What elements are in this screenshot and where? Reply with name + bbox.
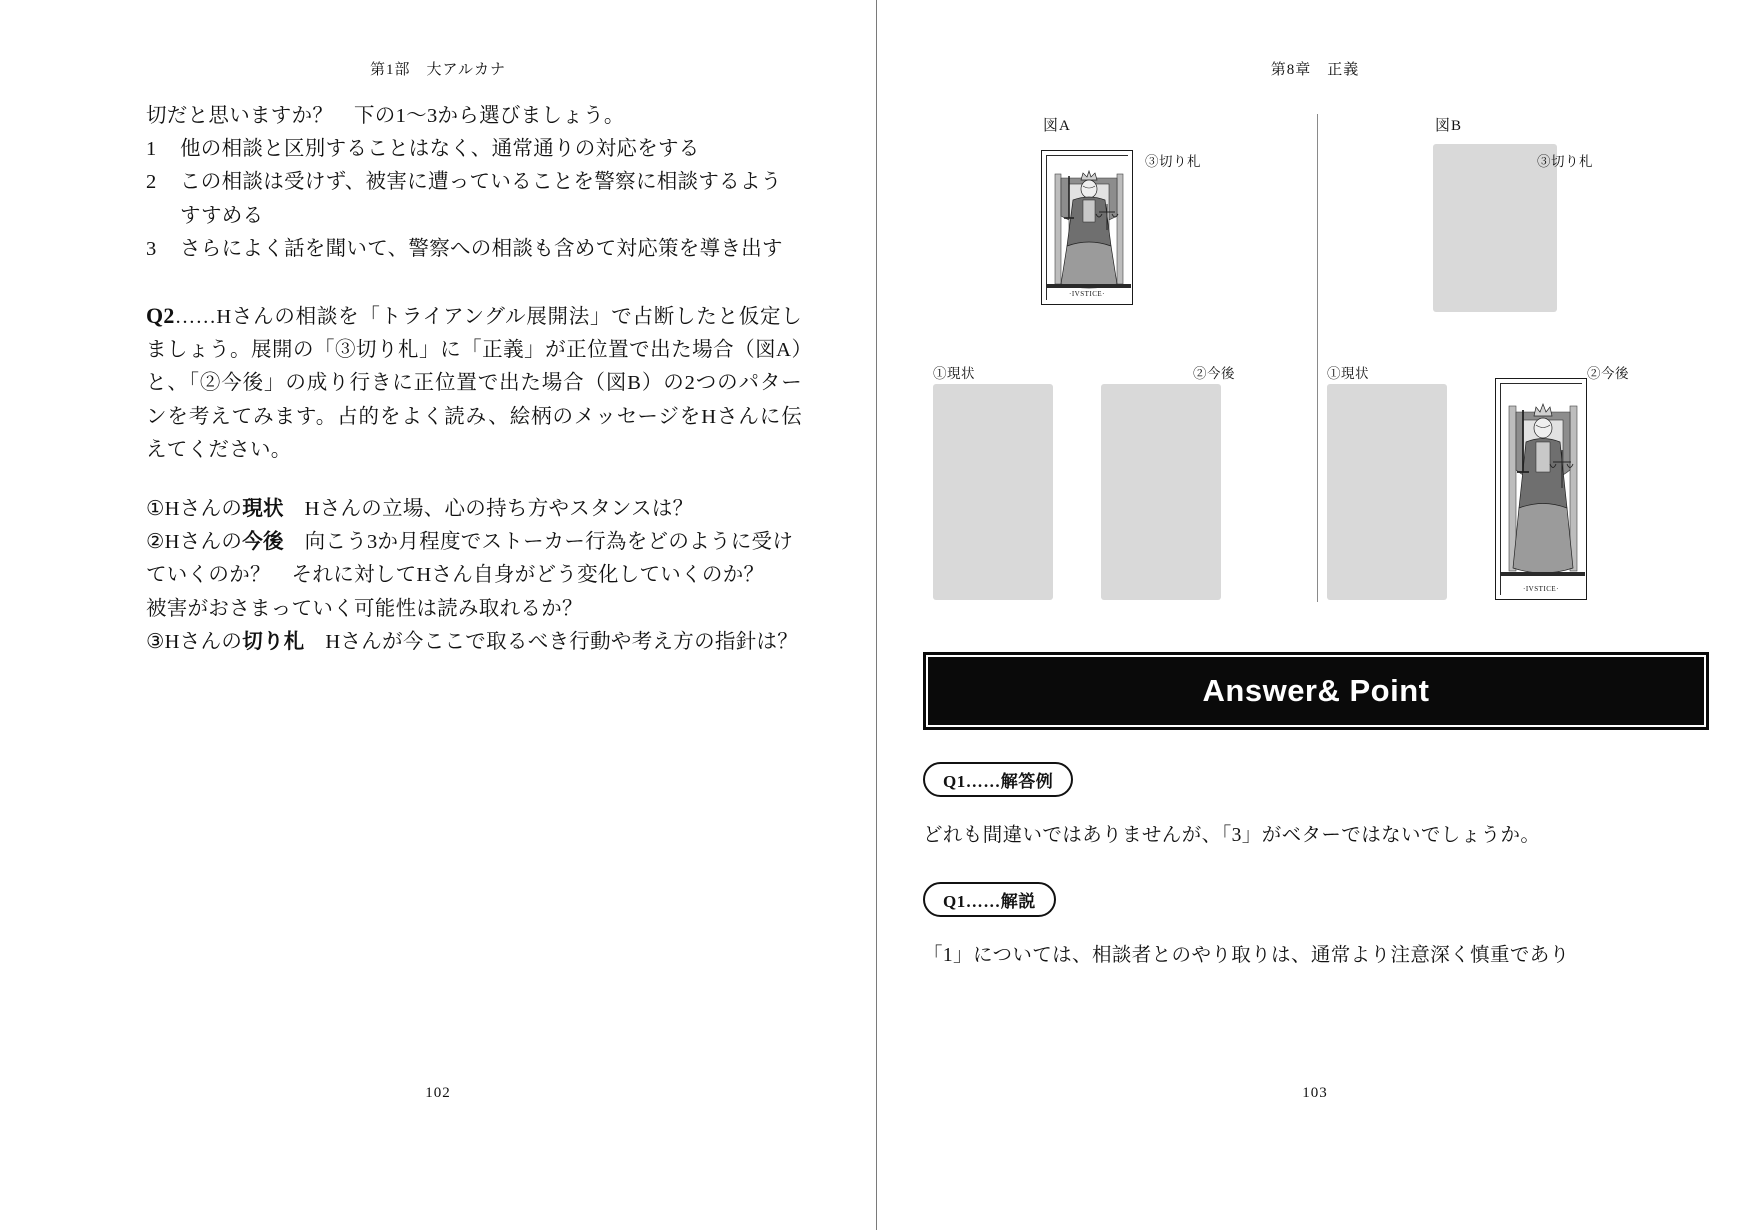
figure-b-future-label: ②今後	[1587, 366, 1629, 381]
choice-text-1: 他の相談と区別することはなく、通常通りの対応をする	[180, 138, 700, 161]
card-caption: ·IVSTICE·	[1069, 290, 1105, 298]
figure-b-title: 図B	[1435, 118, 1463, 134]
justice-figure-illustration	[1501, 384, 1585, 598]
q1-explanation-text: 「1」については、相談者とのやり取りは、通常より注意深く慎重であり	[923, 945, 1570, 966]
left-running-head: 第1部 大アルカナ	[370, 62, 506, 78]
left-page-body	[146, 100, 802, 659]
right-page-number: 103	[1302, 1085, 1328, 1101]
figure-b-present-label: ①現状	[1327, 366, 1369, 381]
right-page	[877, 0, 1753, 1230]
bullet-head-trump: ③Hさんの	[146, 630, 243, 653]
choice-text-2: この相談は受けず、被害に遭っていることを警察に相談するようすすめる	[180, 171, 782, 227]
bullet-strong-present: 現状	[242, 498, 284, 521]
bullet-head-present: ①Hさんの	[146, 498, 243, 521]
q1-answer-text: どれも間違いではありませんが、「3」がベターではないでしょうか。	[923, 825, 1541, 846]
figure-b-present-slot	[1327, 384, 1447, 600]
q1-answer-tag	[923, 762, 1073, 797]
bullet-item-trump	[146, 626, 802, 659]
bullet-item-present	[146, 493, 802, 526]
figure-a-trump-card	[1041, 150, 1133, 305]
card-caption: ·IVSTICE·	[1523, 585, 1559, 593]
spacer-2	[146, 467, 802, 493]
figure-b-future-card	[1495, 378, 1587, 600]
spacer-1	[146, 266, 802, 292]
answer-point-banner	[923, 652, 1709, 730]
bullet-strong-trump: 切り札	[242, 630, 305, 653]
bullet-item-future	[146, 526, 802, 626]
figure-a-title: 図A	[1043, 118, 1071, 134]
bullet-head-future: ②Hさんの	[146, 531, 243, 554]
intro-line: 切だと思いますか？ 下の1〜3から選びましょう。	[146, 105, 625, 127]
bullet-text-present: Hさんの立場、心の持ち方やスタンスは？	[283, 498, 694, 521]
choice-item-2	[146, 166, 802, 232]
right-running-head: 第8章 正義	[1270, 62, 1360, 78]
choice-number-2: 2	[146, 171, 157, 194]
justice-tarot-card	[1500, 383, 1582, 595]
figure-a-present-label: ①現状	[933, 366, 975, 381]
question-2-label: Q2	[146, 303, 175, 329]
justice-figure-illustration	[1047, 156, 1131, 303]
figure-a-future-slot	[1101, 384, 1221, 600]
figure-a-future-label: ②今後	[1193, 366, 1235, 381]
q1-explanation-tag	[923, 882, 1056, 917]
choice-item-3	[146, 233, 802, 266]
choice-number-1: 1	[146, 138, 157, 161]
bullet-text-trump: Hさんが今ここで取るべき行動や考え方の指針は？	[304, 630, 799, 653]
justice-tarot-card	[1046, 155, 1128, 300]
q1-answer-tag-label: Q1……解答例	[943, 772, 1054, 791]
figure-a-trump-label: ③切り札	[1145, 154, 1201, 169]
choice-number-3: 3	[146, 237, 157, 260]
choice-text-3: さらによく話を聞いて、警察への相談も含めて対応策を導き出す	[180, 237, 783, 260]
question-2-block	[146, 298, 802, 467]
figure-a-present-slot	[933, 384, 1053, 600]
figure-b-trump-label: ③切り札	[1537, 154, 1593, 169]
bullet-text-future: 向こう3か月程度でストーカー行為をどのように受けていくのか？ それに対してHさん自身がどう変化していくのか？ 被害がおさまっていく可能性は読み取れるか？	[146, 531, 794, 620]
q1-explanation-tag-label: Q1……解説	[943, 892, 1036, 911]
figure-area	[923, 100, 1713, 620]
answer-point-title: Answer& Point	[1202, 673, 1430, 708]
bullet-strong-future: 今後	[242, 531, 284, 554]
choice-item-1	[146, 133, 802, 166]
figure-divider	[1317, 114, 1318, 602]
question-2-body: ……Hさんの相談を「トライアングル展開法」で占断したと仮定しましょう。展開の「③切り札」に「正義」が正位置で出た場合（図A）と、「②今後」の成り行きに正位置で出た場合（図B）の2つのパターンを考えてみます。占的をよく読み、絵柄のメッセージをHさんに伝えてください。	[146, 306, 802, 461]
left-page-number: 102	[425, 1085, 451, 1101]
